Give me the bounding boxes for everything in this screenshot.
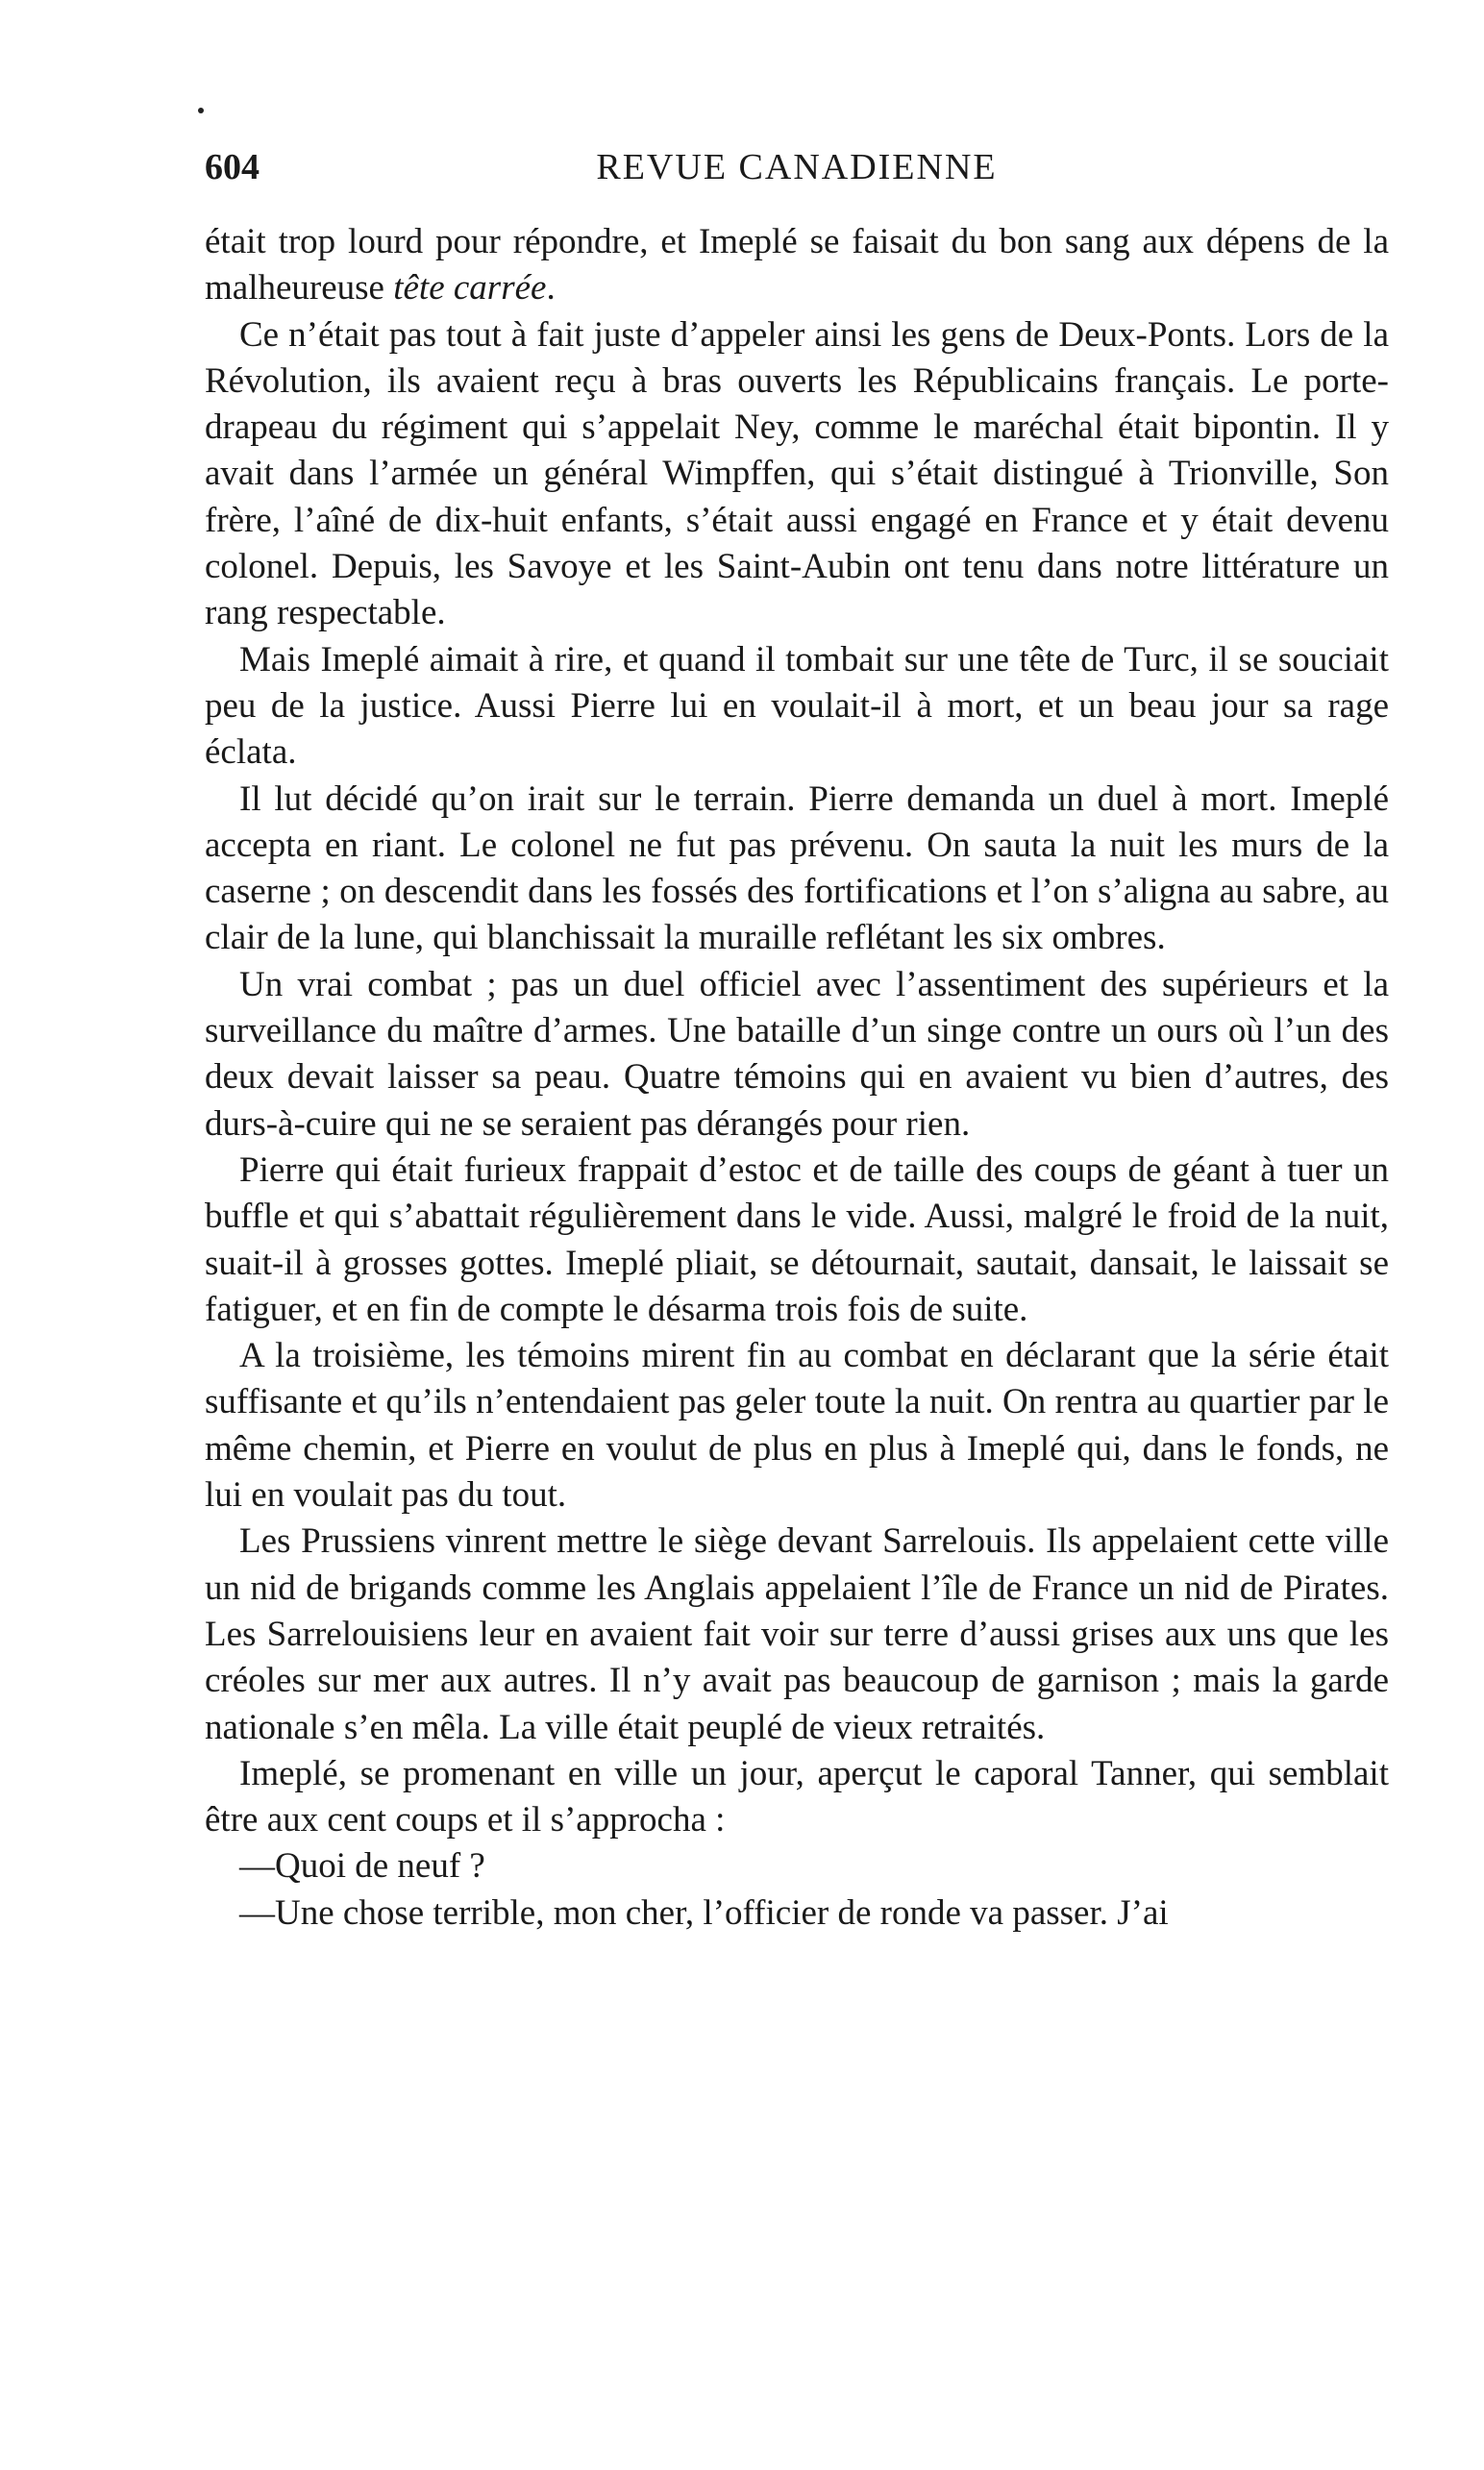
paragraph-6: Pierre qui était furieux frappait d’estoc et de taille des coups de géant à tuer un buffle et qui s’abattait régulièrement dans le vide. Aussi, malgré le froid de la nuit, suait-il à grosses gottes. Imeplé pliait, se détournait, sautait, dansait, le laissait se fatiguer, et en fin de compte le désarma trois fois de suite. [205, 1149, 1389, 1329]
paragraph-7: A la troisième, les témoins mirent fin au combat en déclarant que la série était suffisante et qu’ils n’entendaient pas geler toute la nuit. On rentra au quartier par le même chemin, et Pierre en voulut de plus en plus à Imeplé qui, dans le fonds, ne lui en voulait pas du tout. [205, 1336, 1389, 1516]
dialogue-line-2: —Une chose terrible, mon cher, l’officier de ronde va passer. J’ai [239, 1892, 1169, 1933]
paragraph-2: Ce n’était pas tout à fait juste d’appeler ainsi les gens de Deux-Ponts. Lors de la Révolution, ils avaient reçu à bras ouverts les Républicains français. Le porte-drapeau du régiment qui s’appelait Ney, comme le maréchal était bipontin. Il y avait dans l’armée un général Wimpffen, qui s’était distingué à Trionville, Son frère, l’aîné de dix-huit enfants, s’était aussi engagé en France et y était devenu colonel. Depuis, les Savoye et les Saint-Aubin ont tenu dans notre littérature un rang respectable. [205, 314, 1389, 633]
body-text [205, 219, 1389, 1937]
paragraph-4: Il lut décidé qu’on irait sur le terrain. Pierre demanda un duel à mort. Imeplé accepta en riant. Le colonel ne fut pas prévenu. On sauta la nuit les murs de la caserne ; on descendit dans les fossés des fortifications et l’on s’aligna au sabre, au clair de la lune, qui blanchissait la muraille reflétant les six ombres. [205, 778, 1389, 958]
running-title: REVUE CANADIENNE [596, 147, 998, 187]
paragraph-8: Les Prussiens vinrent mettre le siège devant Sarrelouis. Ils appelaient cette ville un nid de brigands comme les Anglais appelaient l’île de France un nid de Pirates. Les Sarrelouisiens leur en avaient fait voir sur terre d’aussi grises aux uns que les créoles sur mer aux autres. Il n’y avait pas beaucoup de garnison ; mais la garde nationale s’en mêla. La ville était peuplé de vieux retraités. [205, 1521, 1389, 1747]
paragraph-1: était trop lourd pour répondre, et Imeplé se faisait du bon sang aux dépens de la malheureuse tête carrée. [205, 222, 1389, 309]
paragraph-3: Mais Imeplé aimait à rire, et quand il tombait sur une tête de Turc, il se souciait peu de la justice. Aussi Pierre lui en voulait-il à mort, et un beau jour sa rage éclata. [205, 639, 1389, 773]
page-number: 604 [205, 147, 260, 187]
italic-phrase: tête carrée [393, 268, 547, 309]
page-header [205, 142, 1389, 192]
paragraph-5: Un vrai combat ; pas un duel officiel avec l’assentiment des supérieurs et la surveillance du maître d’armes. Une bataille d’un singe contre un ours où l’un des deux devait laisser sa peau. Quatre témoins qui en avaient vu bien d’autres, des durs-à-cuire qui ne se seraient pas dérangés pour rien. [205, 964, 1389, 1144]
dialogue-line-1: —Quoi de neuf ? [239, 1846, 485, 1887]
ink-speck [198, 108, 204, 113]
paragraph-9: Imeplé, se promenant en ville un jour, aperçut le caporal Tanner, qui semblait être aux cent coups et il s’approcha : [205, 1753, 1389, 1840]
